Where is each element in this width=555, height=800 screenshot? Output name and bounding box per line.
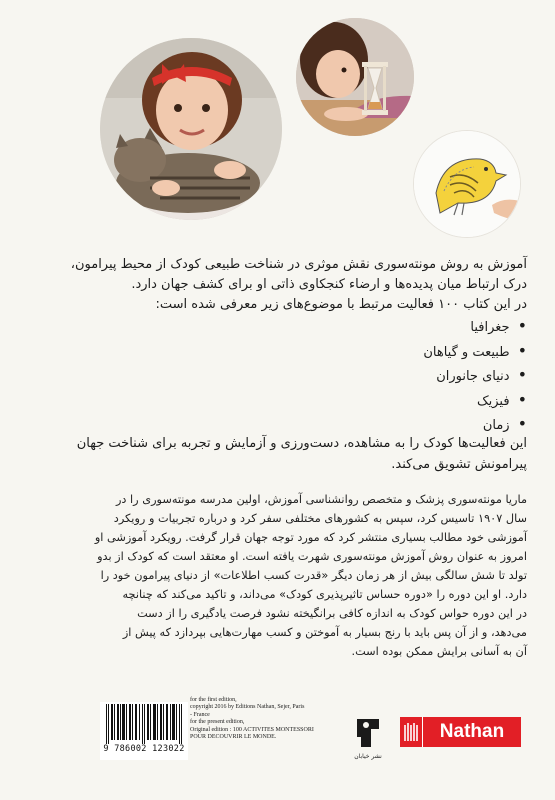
topic-item: • زمان — [27, 413, 527, 438]
bio-line: امروز به عنوان روش آموزش مونته‌سوری شهرت یافته است. او معتقد است که کودک از بدو — [97, 550, 527, 563]
copyright-notice — [190, 697, 338, 741]
barcode-bars — [104, 704, 184, 744]
copyright-line: Original edition : 100 ACTIVITES MONTESSORI — [190, 726, 314, 733]
copyright-line: copyright 2016 by Editions Nathan, Sejer, Paris — [190, 704, 305, 711]
activities-paragraph — [27, 433, 527, 475]
intro-paragraph — [27, 255, 527, 315]
isbn-number: 9 786002 123022 — [103, 744, 185, 754]
copyright-line: POUR DECOUVRIR LE MONDE. — [190, 734, 277, 741]
publisher-logo-icon — [353, 715, 383, 751]
topic-item: • فیزیک — [27, 389, 527, 414]
copyright-line: for the present edition, — [190, 719, 245, 726]
bio-line: تولد تا شش سالگی بیش از هر زمان دیگر «قدرت کسب اطلاعات» از دنیای پیرامون خود را — [100, 569, 527, 582]
bio-line: در این دوره حواس کودک به اندازه کافی برانگیخته نشود فرصت یادگیری را از دست — [137, 607, 527, 620]
activities-line-1: این فعالیت‌ها کودک را به مشاهده، دست‌ورزی و آزمایش و تجربه برای شناخت جهان — [76, 436, 527, 451]
isbn-barcode — [100, 702, 188, 760]
intro-line-3: در این کتاب ۱۰۰ فعالیت مرتبط با موضوع‌های زیر معرفی شده است: — [155, 297, 527, 312]
nathan-logo — [400, 717, 521, 747]
copyright-line: - France — [190, 711, 210, 718]
activities-line-2: پیرامونش تشویق می‌کند. — [391, 457, 527, 472]
topic-item: • جغرافیا — [27, 315, 527, 340]
nathan-emblem-icon — [400, 717, 422, 747]
topic-item: • طبیعت و گیاهان — [27, 340, 527, 365]
publisher-caption: نشر خیابان — [354, 753, 382, 760]
intro-line-1: آموزش به روش مونته‌سوری نقش موثری در شناخت طبیعی کودک از محیط پیرامون، — [70, 257, 527, 272]
bio-line: سال ۱۹۰۷ تاسیس کرد، سپس به کشورهای مختلفی سفر کرد و درباره تجربیات و رویکرد — [113, 512, 527, 525]
topic-item: • دنیای جانوران — [27, 364, 527, 389]
nathan-wordmark — [423, 717, 521, 747]
intro-line-2: درک ارتباط میان پدیده‌ها و ارضاء کنجکاوی ذاتی او برای کشف جهان دارد. — [131, 277, 527, 292]
bio-line: می‌دهد، و از آن پس باید با رنج بسیار به آموختن و کسب مهارت‌هایی بپردازد که پیش از — [122, 626, 527, 639]
bio-line: دارد. او این دوره را «دوره حساس تاثیرپذیری کودک» می‌داند، و تاکید می‌کند که چنانچه — [122, 588, 527, 601]
bio-line: آن به آسانی برایش ممکن بوده است. — [351, 645, 527, 658]
copyright-line: for the first edition, — [190, 697, 237, 703]
nathan-label: Nathan — [439, 721, 505, 742]
bio-line: آموزشی خود مطالب بسیاری منتشر کرد که مورد توجه جهان قرار گرفت. رویکرد آموزشی او — [94, 531, 527, 544]
photo-girl-with-cat — [100, 38, 282, 220]
photo-girl-with-timer — [296, 18, 414, 136]
bio-line: ماریا مونته‌سوری پزشک و متخصص روانشناسی آموزش، اولین مدرسه مونته‌سوری را در — [115, 493, 527, 506]
montessori-biography — [27, 490, 527, 661]
photo-bird-puzzle — [413, 130, 521, 238]
topic-list — [27, 315, 527, 438]
